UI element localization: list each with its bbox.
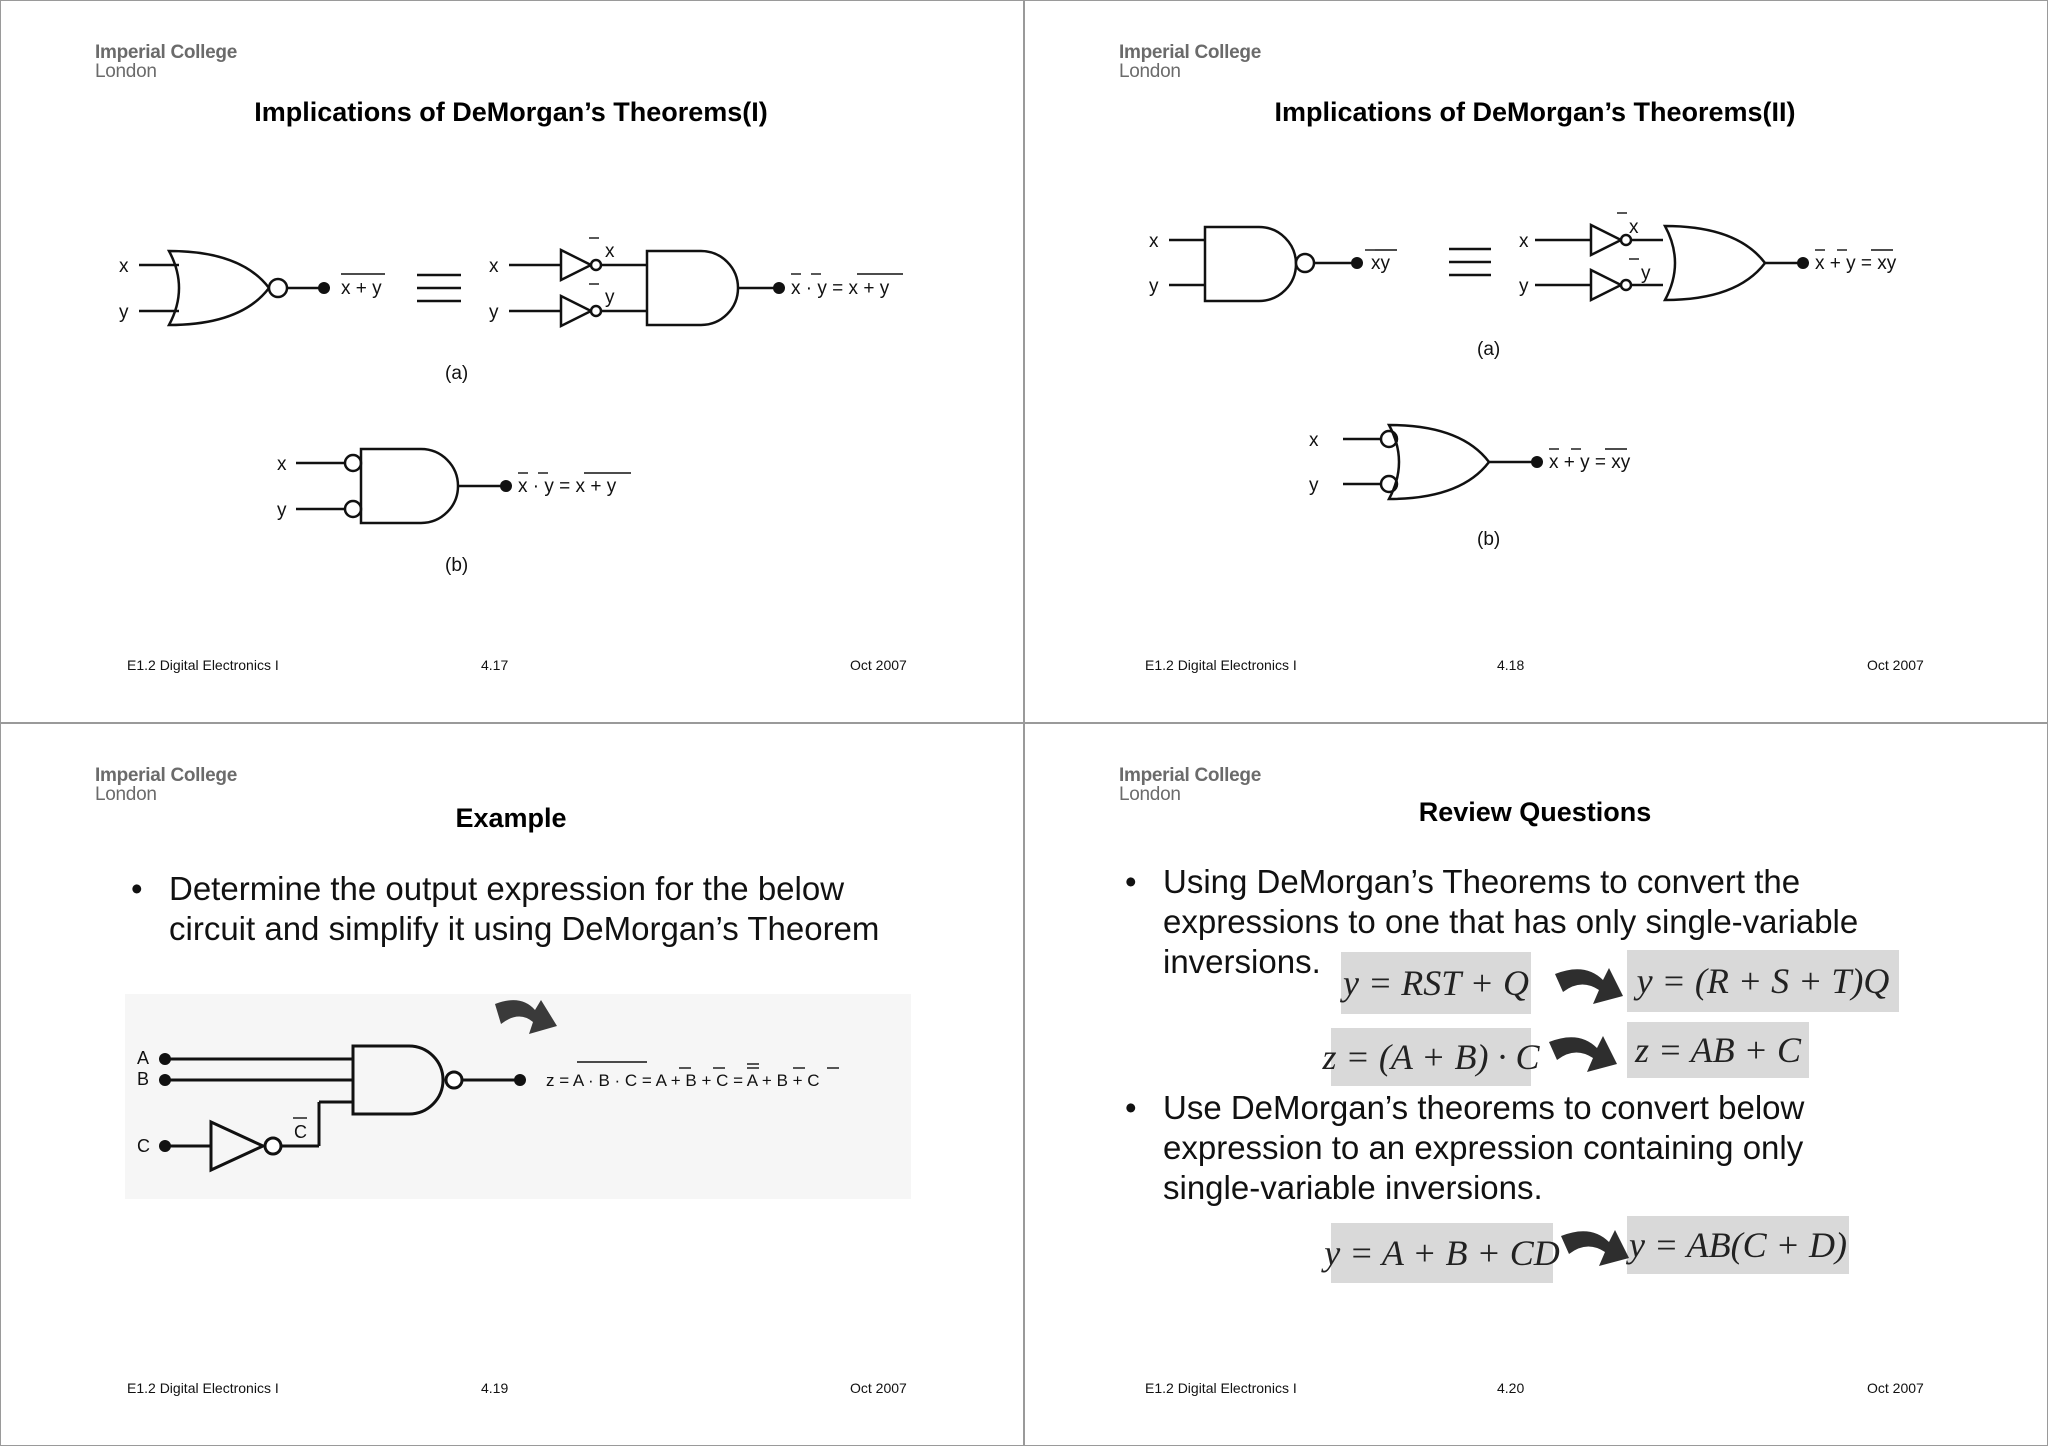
bullet-item: • Use DeMorgan’s theorems to convert below expression to an expression containing only single-variable inversions. (1125, 1089, 1805, 1206)
imperial-logo: Imperial College London (1119, 42, 1261, 82)
imperial-logo: Imperial College London (1119, 765, 1261, 805)
slide-4-20 (1024, 723, 2048, 1446)
bullet-item: • Determine the output expression for the below circuit and simplify it using DeMorgan’s Theorem (131, 870, 880, 947)
bubbled-output-label: x + y = xy (1549, 452, 1631, 473)
footer-course: E1.2 Digital Electronics I (1145, 1380, 1297, 1396)
demorgan-circuit-diagram-2 (1025, 1, 2048, 641)
footer-course: E1.2 Digital Electronics I (1145, 657, 1297, 673)
input-a-label: A (137, 1048, 150, 1068)
footer-course: E1.2 Digital Electronics I (127, 657, 279, 673)
bullet-list (1125, 1088, 1885, 1208)
bullet-item: • Using DeMorgan’s Theorems to convert the expressions to one that has only single-variable inversions. (1125, 863, 1859, 980)
slide-title: Example (455, 803, 567, 833)
curved-arrow-icon (1561, 1230, 1629, 1266)
question-2-equation: z = (A + B) · C (1331, 1028, 1531, 1086)
input-y-label: y (489, 302, 499, 323)
inverter-x (1591, 225, 1621, 255)
input-c-label: C (137, 1136, 150, 1156)
bubbled-output-label: x · y = x + y (518, 476, 617, 497)
bubbled-or-gate (1389, 425, 1489, 499)
inverter-y (1591, 270, 1621, 300)
inversion-bubble (269, 279, 287, 297)
input-y-label: y (1519, 276, 1529, 297)
input-y-label: y (1149, 276, 1159, 297)
demorgan-circuit-diagram-1 (1, 1, 1024, 641)
input-x-label: x (119, 256, 129, 277)
inversion-bubble (1296, 254, 1314, 272)
footer-date: Oct 2007 (1867, 657, 1924, 673)
caption-b: (b) (445, 555, 469, 576)
input-x-label: x (489, 256, 499, 277)
y-bar-label: y (605, 287, 615, 308)
bubbled-and-gate (361, 449, 458, 523)
input-y-label: y (277, 500, 287, 521)
slide-title: Implications of DeMorgan’s Theorems(I) (254, 97, 768, 127)
and-output-label: x · y = x + y (791, 278, 890, 299)
input-x-label: x (277, 454, 287, 475)
page-number: 4.17 (481, 657, 509, 673)
question-1-equation: y = RST + Q (1341, 952, 1531, 1014)
slide-title: Implications of DeMorgan’s Theorems(II) (1274, 97, 1796, 127)
and-gate-body (647, 251, 738, 325)
caption-a: (a) (445, 363, 469, 384)
page-number: 4.18 (1497, 657, 1525, 673)
nor-gate-body (169, 251, 269, 325)
x-bar-label: x (1629, 217, 1639, 238)
answer-3-equation: y = AB(C + D) (1627, 1216, 1849, 1274)
slide-4-18 (1024, 0, 2048, 723)
footer-date: Oct 2007 (1867, 1380, 1924, 1396)
slide-title: Review Questions (1418, 797, 1652, 827)
input-b-label: B (137, 1069, 150, 1089)
nand-gate-body (1205, 227, 1296, 301)
footer-date: Oct 2007 (850, 1380, 907, 1396)
z-expression: z = A · B · C = A + B + C = A + B + C (546, 1071, 820, 1090)
input-x-label: x (1519, 231, 1529, 252)
imperial-logo: Imperial College London (95, 765, 237, 805)
input-y-label: y (1309, 475, 1319, 496)
input-x-label: x (1309, 430, 1319, 451)
or-output-label: x + y = xy (1815, 253, 1897, 274)
answer-1-equation: y = (R + S + T)Q (1627, 950, 1899, 1012)
answer-2-equation: z = AB + C (1627, 1022, 1809, 1078)
nand-output-label: xy (1371, 253, 1390, 274)
slide-4-17 (0, 0, 1024, 723)
curved-arrow-icon (1549, 1036, 1617, 1072)
inverter-y (561, 296, 591, 326)
example-circuit (1, 724, 1024, 1364)
footer-course: E1.2 Digital Electronics I (127, 1380, 279, 1396)
caption-b: (b) (1477, 529, 1501, 550)
x-bar-label: x (605, 241, 615, 262)
input-y-label: y (119, 302, 129, 323)
inverter-x (561, 250, 591, 280)
question-3-equation: y = A + B + CD (1331, 1223, 1553, 1283)
page-number: 4.20 (1497, 1380, 1525, 1396)
imperial-logo: Imperial College London (95, 42, 237, 82)
y-bar-label: y (1641, 263, 1651, 284)
nor-output-label: x + y (341, 278, 382, 299)
c-bar-label: C (294, 1122, 307, 1142)
slide-4-19 (0, 723, 1024, 1446)
page-number: 4.19 (481, 1380, 509, 1396)
footer-date: Oct 2007 (850, 657, 907, 673)
or-gate-body (1665, 226, 1765, 300)
input-x-label: x (1149, 231, 1159, 252)
caption-a: (a) (1477, 339, 1501, 360)
